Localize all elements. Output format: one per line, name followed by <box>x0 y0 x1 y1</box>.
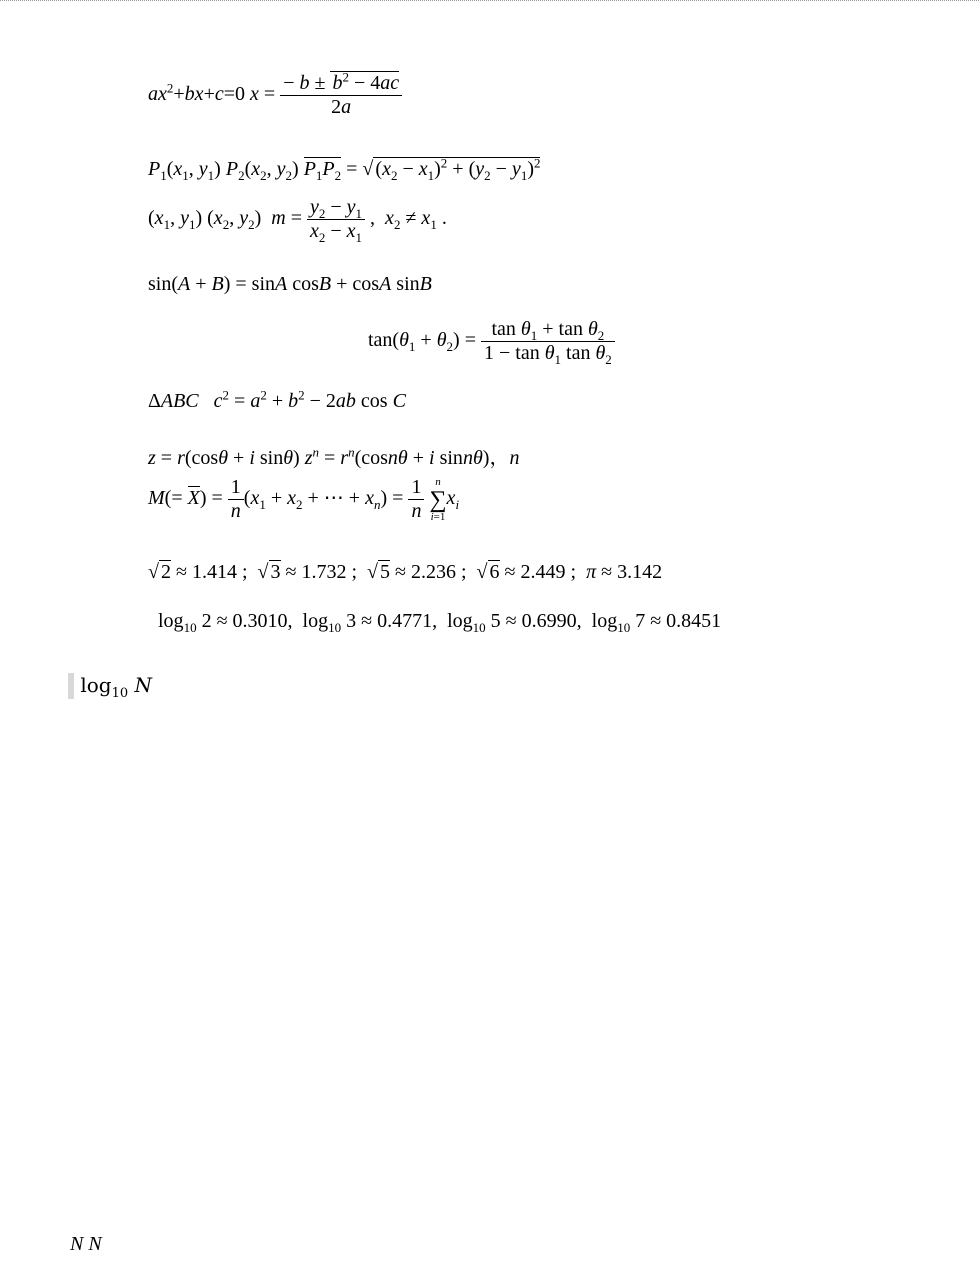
formula-8-reference-values: √ 2 ≈ 1.414 ; √ 3 ≈ 1.732 ; √ 5 ≈ 2.236 ; √ 6 ≈ 2.449 ; π ≈ 3.142 <box>148 561 663 583</box>
distance-formula: $P_1P_2$ = √ $(x_2 - x_1)^2 + (y_2 - y_1)^2$ <box>303 155 541 183</box>
formula-2-distance: $P_1(x_1$, $y_1$) $P_2(x_2$, $y_2$) $P_1P_2$ = √ $(x_2 - x_1)^2 + (y_2 - y_1)^2$ <box>148 155 541 183</box>
formula-7-mean: M(= X) = $\frac{1}{n}$ ($x_1 + x_2$ + ⋯ + $x_n$) = $\frac{1}{n}$ n ∑ $i=1x_i$ <box>148 475 460 523</box>
top-dotted-border <box>0 0 979 1</box>
quadratic-equation: $ax^2+bx+c=0$ <box>148 80 246 106</box>
formula-9-log-values: $\log_{10} 2 \approx 0.3010$, $\log_{10} 3 \approx 0.4771$, $\log_{10} 5 \approx 0.6990$, $\log_{10} 7 \approx 0.8451$ <box>158 610 722 635</box>
formula-6-de-moivre: z = r(cosθ + i sinθ) $z^n = r^n(\cos n\theta + i$ sinnθ)，n <box>148 444 520 469</box>
note-2: N N <box>70 1233 102 1255</box>
quadratic-formula: x = $\frac{- b \pm b^2 - 4ac}{2a}$ <box>250 83 402 105</box>
formula-4-angle-sum: sin(A + B) = sinA cosB + cosA sinB <box>148 273 432 295</box>
formula-1-quadratic <box>148 69 402 119</box>
formula-3-slope: ($x_1$, $y_1$) ($x_2$, $y_2$) m = $\frac{y_2 - y_1}{x_2 - x_1}$ , $x_2 \ne x_1$ . <box>148 196 447 245</box>
formula-4-tan-sum: $\tan(\theta_1 + \theta_2)$ = $\frac{\tan \theta_1 + \tan \theta_2}{1 - \tan \theta_1 \tan \theta_2}$ <box>368 318 615 365</box>
formula-5-cosine-law: ΔABC $c^2 = a^2 + b^2 - 2ab$ cos C <box>148 387 406 412</box>
log-table-caption: $\log_{10} N$ <box>68 673 152 697</box>
slope-formula: m = $\frac{y_2 - y_1}{x_2 - x_1}$ , $x_2 \ne x_1$ . <box>271 196 447 245</box>
